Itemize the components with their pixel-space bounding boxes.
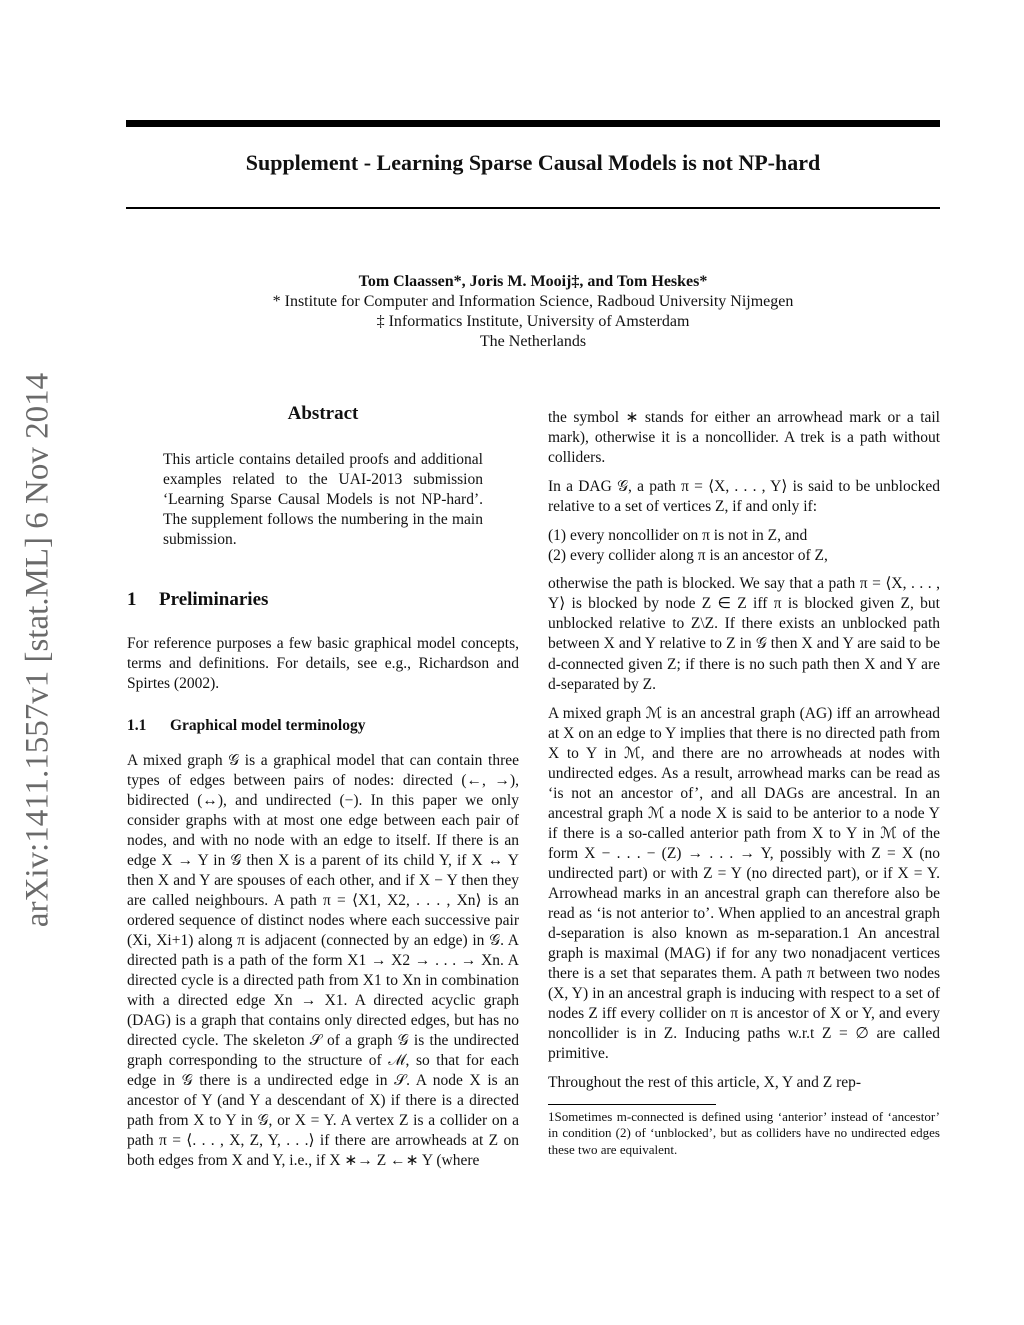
condition-item-1: (1) every noncollider on π is not in Z, and xyxy=(548,527,808,545)
left-column xyxy=(127,400,519,1181)
right-paragraph-2: In a DAG 𝒢, a path π = ⟨X, . . . , Y⟩ is said to be unblocked relative to a set of vertices Z, if and only if: xyxy=(548,478,940,516)
footnote-1: 1Sometimes m-connected is defined using ‘anterior’ instead of ‘ancestor’ in condition (2) of ‘unblocked’, but as colliders have no undirected edges these two are equivalent. xyxy=(548,1108,940,1157)
abstract-body: This article contains detailed proofs and additional examples related to the UAI-2013 submission ‘Learning Sparse Causal Models is not NP-hard’. The supplement follows the numbering in the main submission. xyxy=(163,451,483,549)
right-paragraph-4: A mixed graph ℳ is an ancestral graph (AG) iff an arrowhead at X on an edge to Y implies that there is no directed path from X to Y in ℳ, and there are no arrowheads at nodes with undirected edges. As a result, arrowhead marks can be read as ‘is not an ancestor of’, and all DAGs are ancestral. In an ancestral graph ℳ a node X is said to be anterior to a node Y if there is a so-called anterior path from X to Y in ℳ of the form X − . . . − (Z) → . . . → Y, possibly with Z = X (no undirected part) or with Z = Y (no directed part), or if X = Y. Arrowhead marks in an ancestral graph can therefore also be read as ‘is not anterior to’. When applied to an ancestral graph d-separation is also known as m-separation.1 An ancestral graph is maximal (MAG) if for any two nonadjacent vertices there is a set that separates them. A path π between two nodes (X, Y) in an ancestral graph is inducing with respect to a set of nodes Z iff every collider on π is ancestor of X or Y, and every noncollider is in Z. Inducing paths w.r.t Z = ∅ are called primitive. xyxy=(548,704,940,1063)
condition-item-2: (2) every collider along π is an ancestor of Z, xyxy=(548,547,828,565)
right-column xyxy=(548,408,940,1158)
author-names: Tom Claassen*, Joris M. Mooij‡, and Tom Heskes* xyxy=(358,273,708,290)
right-paragraph-1: the symbol ∗ stands for either an arrowhead mark or a tail mark), otherwise it is a noncollider. A trek is a path without colliders. xyxy=(548,409,940,467)
right-paragraph-5: Throughout the rest of this article, X, Y and Z rep- xyxy=(548,1074,862,1092)
subsection-heading-terminology xyxy=(127,716,519,736)
section-title: Preliminaries xyxy=(159,589,269,611)
affiliation-1: * Institute for Computer and Information Science, Radboud University Nijmegen xyxy=(272,293,794,310)
paper-title: Supplement - Learning Sparse Causal Models is not NP-hard xyxy=(245,150,821,175)
subsection-title: Graphical model terminology xyxy=(170,717,366,735)
arxiv-sidebar xyxy=(8,355,68,945)
title-rule-top xyxy=(126,120,940,127)
abstract-heading: Abstract xyxy=(287,403,359,424)
right-paragraph-3: otherwise the path is blocked. We say that a path π = ⟨X, . . . , Y⟩ is blocked by node Z ∈ Z iff π is blocked given Z, but unblocked relative to Z\Z. If there exists an unblocked path between X and Y relative to Z in 𝒢 then X and Y are said to be d-connected given Z; if there is no such path then X and Y are d-separated by Z. xyxy=(548,575,940,693)
section-heading-preliminaries xyxy=(127,590,519,610)
title-rule-bottom xyxy=(126,207,940,209)
terminology-paragraph: A mixed graph 𝒢 is a graphical model that can contain three types of edges between pairs of nodes: directed (←, →), bidirected (↔), and undirected (−). In this paper we only consider graphs with at most one edge between each pair of nodes, and with no node with an edge to itself. If there is an edge X → Y in 𝒢 then X is a parent of its child Y, if X ↔ Y then X and Y are spouses of each other, and if X − Y then they are called neighbours. A path π = ⟨X1, X2, . . . , Xn⟩ is an ordered sequence of distinct nodes where each successive pair (Xi, Xi+1) along π is adjacent (connected by an edge) in 𝒢. A directed path is a path of the form X1 → X2 → . . . → Xn. A directed cycle is a directed path from X1 to Xn in combination with a directed edge Xn → X1. A directed acyclic graph (DAG) is a graph that contains only directed edges, but has no directed cycle. The skeleton 𝒮 of a graph 𝒢 is the undirected graph corresponding to the structure of ℳ, so that for each edge in 𝒢 there is a undirected edge in 𝒮. A node X is an ancestor of Y (and Y a descendant of X) if there is a directed path from X to Y in 𝒢, or X = Y. A vertex Z is a collider on a path π = ⟨. . . , X, Z, Y, . . .⟩ if there are arrowheads at Z on both edges from X and Y, i.e., if X ∗→ Z ←∗ Y (where xyxy=(127,751,519,1170)
section-intro-paragraph: For reference purposes a few basic graphical model concepts, terms and definitions. For details, see e.g., Richardson and Spirtes (2002). xyxy=(127,635,519,693)
arxiv-identifier: arXiv:1411.1557v1 [stat.ML] 6 Nov 2014 xyxy=(19,372,56,928)
footnote-divider xyxy=(548,1104,716,1105)
subsection-number: 1.1 xyxy=(127,717,147,735)
affiliation-3: The Netherlands xyxy=(479,333,587,350)
author-block xyxy=(126,272,940,352)
section-number: 1 xyxy=(127,589,137,611)
condition-list xyxy=(548,526,940,566)
affiliation-2: ‡ Informatics Institute, University of Amsterdam xyxy=(376,313,690,330)
